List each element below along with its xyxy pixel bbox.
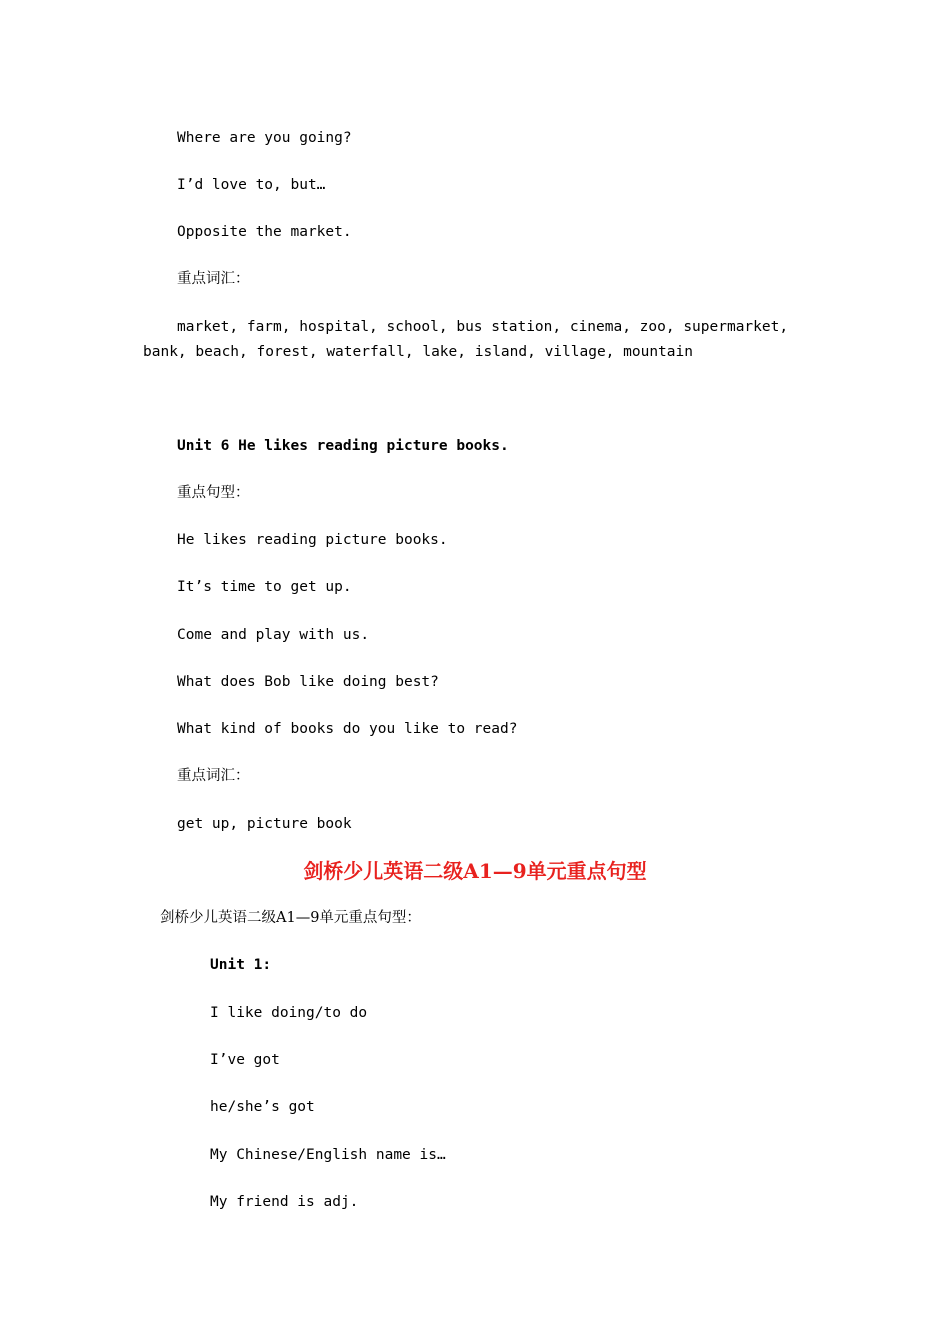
unit1-sentence: I’ve got [210, 1052, 280, 1068]
unit6-vocab-heading: 重点词汇： [177, 768, 250, 784]
vocab-heading: 重点词汇： [177, 271, 250, 287]
sentence-opposite-market: Opposite the market. [177, 224, 352, 240]
vocab-line-1: market, farm, hospital, school, bus station, cinema, zoo, supermarket, [177, 319, 789, 335]
unit1-title: Unit 1: [210, 957, 272, 973]
unit1-sentence: he/she’s got [210, 1099, 315, 1115]
unit6-sentence: What does Bob like doing best? [177, 674, 439, 690]
unit1-sentence: I like doing/to do [210, 1005, 368, 1021]
unit6-vocab: get up, picture book [177, 816, 352, 832]
unit1-sentence: My Chinese/English name is… [210, 1147, 446, 1163]
unit6-title: Unit 6 He likes reading picture books. [177, 438, 509, 454]
vocab-line-2: bank, beach, forest, waterfall, lake, island, village, mountain [143, 344, 693, 360]
section-title: 剑桥少儿英语二级A1—9单元重点句型 [303, 859, 647, 883]
unit6-sentence: It’s time to get up. [177, 579, 352, 595]
unit1-sentence: My friend is adj. [210, 1194, 359, 1210]
sentence-where-going: Where are you going? [177, 130, 352, 146]
unit6-sentence: Come and play with us. [177, 627, 370, 643]
sentence-love-to: I’d love to, but… [177, 177, 326, 193]
unit6-sentences-heading: 重点句型： [177, 485, 250, 501]
unit6-sentence: He likes reading picture books. [177, 532, 448, 548]
section-subtitle: 剑桥少儿英语二级A1—9单元重点句型： [160, 910, 421, 926]
unit6-sentence: What kind of books do you like to read? [177, 721, 518, 737]
